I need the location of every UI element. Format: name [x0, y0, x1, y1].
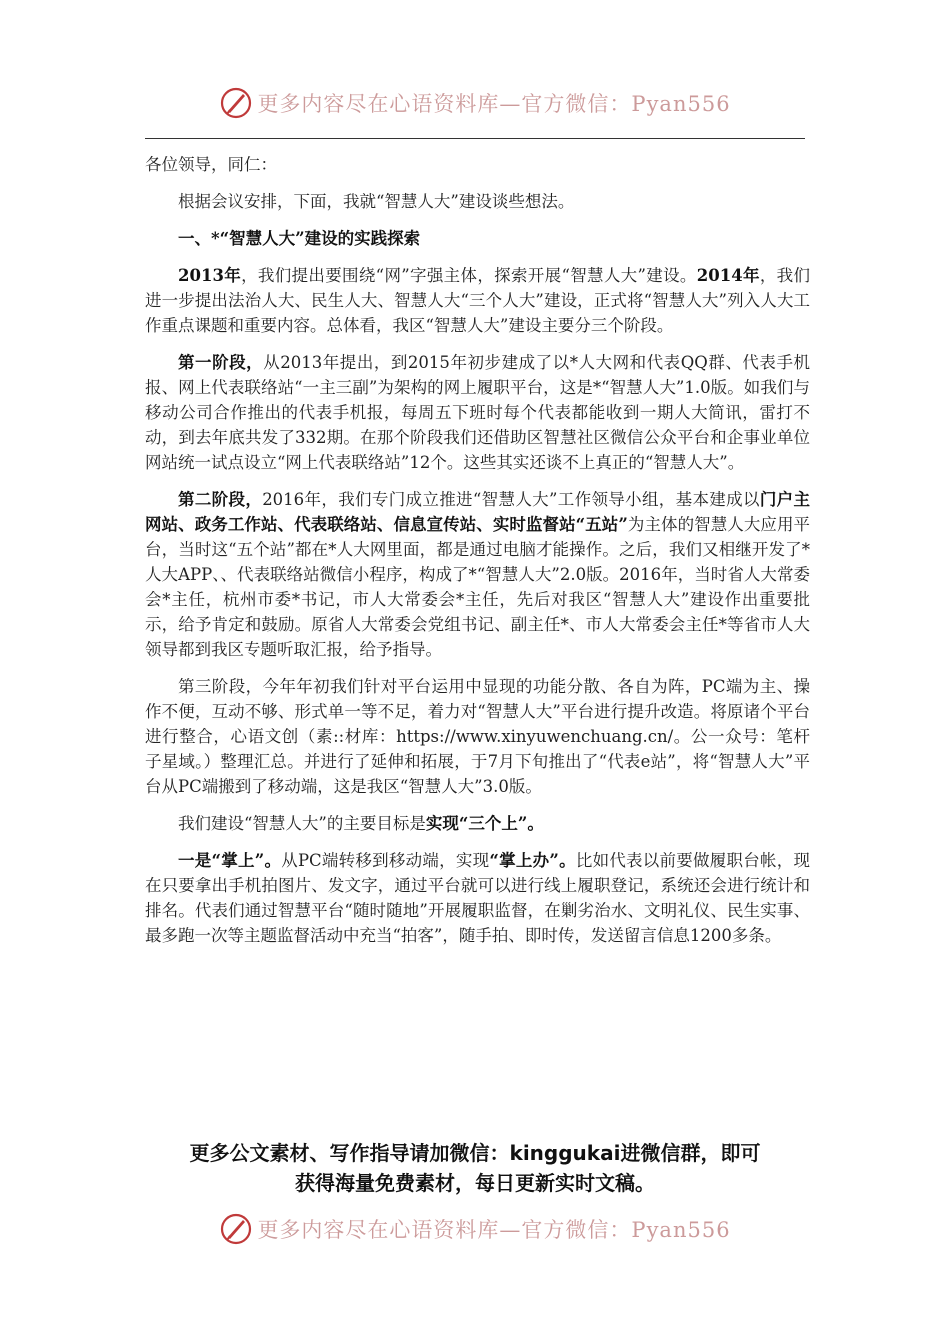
paragraph-text: 为主体的智慧人大应用平台，当时这“五个站”都在*人大网里面，都是通过电脑才能操作。之后，我们又相继开发了*人大APP、、代表联络站微信小程序，构成了*“智慧人大”2.0版。2016年，当时省人大常委会*主任，杭州市委*书记，市人大常委会*主任，先后对我区“智慧人大”建设作出重要批示，给予肯定和鼓励。原省人大常委会党组书记、副主任*、市人大常委会主任*等省市人大领导都到我区专题听取汇报，给予指导。 — [145, 515, 811, 659]
paragraph-history — [145, 263, 810, 338]
cta-line-2: 获得海量免费素材，每日更新实时文稿。 — [295, 1171, 655, 1195]
year-2013: 2013年 — [178, 266, 242, 285]
paragraph-text: 我们建设“智慧人大”的主要目标是 — [178, 814, 426, 833]
watermark-text: 更多内容尽在心语资料库—官方微信：Pyan556 — [257, 92, 731, 116]
quill-logo-icon — [219, 1212, 253, 1246]
paragraph-text: ，我们进一步提出法治人大、民生人大、智慧人大“三个人大”建设，正式将“智慧人大”列入人大工作重点课题和重要内容。总体看，我区“智慧人大”建设主要分三个阶段。 — [145, 266, 810, 335]
header-watermark — [0, 80, 950, 126]
stage-two-label: 第二阶段， — [178, 490, 263, 509]
goal-emphasis: 实现“三个上”。 — [425, 814, 544, 833]
footer-watermark — [0, 1206, 950, 1252]
paragraph-stage-two — [145, 487, 810, 662]
header-divider — [145, 138, 805, 139]
section-heading: 一、*“智慧人大”建设的实践探索 — [178, 229, 421, 248]
paragraph-text: 2016年，我们专门成立推进“智慧人大”工作领导小组，基本建成以 — [262, 490, 760, 509]
paragraph-palm — [145, 848, 810, 948]
quill-logo-icon — [219, 86, 253, 120]
paragraph-text: 从PC端转移到移动端，实现 — [281, 851, 490, 870]
footer-call-to-action — [140, 1138, 810, 1198]
palm-label: 一是“掌上”。 — [178, 851, 282, 870]
greeting: 各位领导，同仁： — [145, 155, 277, 174]
paragraph-stage-one — [145, 350, 810, 475]
paragraph-stage-three: 第三阶段，今年年初我们针对平台运用中显现的功能分散、各自为阵，PC端为主、操作不便，互动不够、形式单一等不足，着力对“智慧人大”平台进行提升改造。将原诸个平台进行整合，心语文创（素::材库：https://www.xinyuwenchuang.cn/。公一众号：笔杆子星域。）整理汇总。并进行了延伸和拓展，于7月下旬推出了“代表e站”，将“智慧人大”平台从PC端搬到了移动端，这是我区“智慧人大”3.0版。 — [145, 677, 810, 796]
cta-line-1: 更多公文素材、写作指导请加微信：kinggukai进微信群，即可 — [189, 1141, 761, 1165]
year-2014: 2014年 — [696, 266, 760, 285]
paragraph-text: 从2013年提出，到2015年初步建成了以*人大网和代表QQ群、代表手机报、网上代表联络站“一主三副”为架构的网上履职平台，这是*“智慧人大”1.0版。如我们与移动公司合作推出的代表手机报，每周五下班时每个代表都能收到一期人大简讯，雷打不动，到去年底共发了332期。在那个阶段我们还借助区智慧社区微信公众平台和企事业单位网站统一试点设立“网上代表联络站”12个。这些其实还谈不上真正的“智慧人大”。 — [145, 353, 810, 472]
five-stations-emphasis: 门户主网站、政务工作站、代表联络站、信息宣传站、实时监督站“五站” — [145, 490, 811, 534]
palm-emphasis: “掌上办”。 — [489, 851, 576, 870]
paragraph-text: ，我们提出要围绕“网”字强主体，探索开展“智慧人大”建设。 — [241, 266, 697, 285]
intro-paragraph: 根据会议安排，下面，我就“智慧人大”建设谈些想法。 — [178, 192, 575, 211]
paragraph-goal — [145, 811, 810, 836]
paragraph-text: 比如代表以前要做履职台帐，现在只要拿出手机拍图片、发文字，通过平台就可以进行线上履职登记，系统还会进行统计和排名。代表们通过智慧平台“随时随地”开展履职监督，在剿劣治水、文明礼仪、民生实事、最多跑一次等主题监督活动中充当“拍客”，随手拍、即时传，发送留言信息1200多条。 — [145, 851, 811, 945]
document-body — [145, 152, 810, 960]
watermark-text: 更多内容尽在心语资料库—官方微信：Pyan556 — [257, 1218, 731, 1242]
stage-one-label: 第一阶段， — [178, 353, 264, 372]
